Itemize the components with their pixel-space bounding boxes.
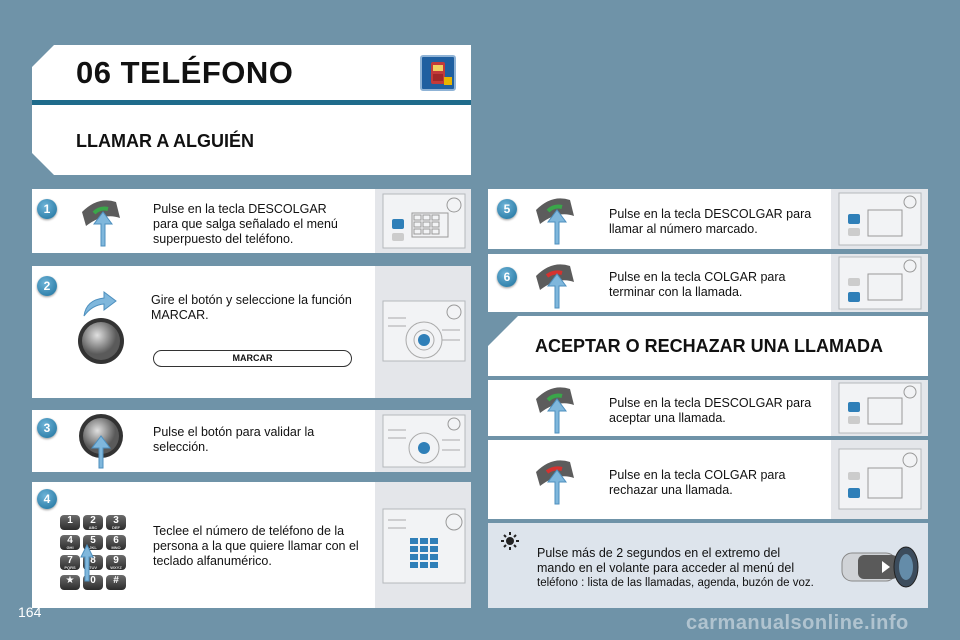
accept-reject-title: ACEPTAR O RECHAZAR UNA LLAMADA [535,336,883,356]
key-6: 6 MNO [106,535,126,550]
rotate-arrow-icon [80,290,120,318]
watermark: carmanualsonline.info [686,612,909,634]
reject-call-text: Pulse en la tecla COLGAR para rechazar una llamada. [609,468,786,497]
radio-hangup-thumbnail [838,256,922,310]
step-3-badge: 3 [37,418,57,438]
tip-line-3: teléfono : lista de las llamadas, agenda, buzón de voz. [537,577,814,589]
step-3-text: Pulse el botón para validar la selección. [153,425,315,454]
tip-panel [488,523,928,608]
accept-call-text: Pulse en la tecla DESCOLGAR para aceptar una llamada. [609,396,812,425]
tip-line-1: Pulse más de 2 segundos en el extremo del [537,546,781,560]
knob-press-icon [76,410,126,470]
key-hash: # [106,575,126,590]
key-8: 8 TUV [83,555,103,570]
step-4-text: Teclee el número de teléfono de la persona a la que quiere llamar con el teclado alfanumérico. [153,524,359,568]
answer-key-press-icon-2 [530,192,580,246]
sun-tip-icon [500,531,520,551]
key-2: 2 ABC [83,515,103,530]
radio-keypad-thumbnail [382,508,466,584]
step-5-text: Pulse en la tecla DESCOLGAR para llamar al número marcado. [609,207,812,236]
radio-knob-thumbnail [382,300,466,362]
page-number: 164 [18,604,42,620]
marcar-menu-pill: MARCAR [153,350,352,367]
step-1-text: Pulse en la tecla DESCOLGAR para que salga señalado el menú superpuesto del teléfono. [153,202,338,246]
steering-stalk-icon [838,533,922,601]
key-7: 7 PQRS [60,555,80,570]
hangup-key-press-icon [530,256,580,310]
keypad-icon [60,515,130,593]
radio-knob-press-thumbnail [382,414,466,468]
radio-reject-thumbnail [838,448,922,510]
step-4-badge: 4 [37,489,57,509]
tip-line-2: mando en el volante para acceder al menú del [537,561,795,575]
step-6-badge: 6 [497,267,517,287]
step-1-badge: 1 [37,199,57,219]
rotary-knob-icon [76,316,126,366]
step-5-badge: 5 [497,199,517,219]
key-4: 4 GHI [60,535,80,550]
radio-keypad-answer-thumbnail [382,193,466,249]
key-5: 5 JKL [83,535,103,550]
title-panel [32,45,471,100]
answer-key-press-icon [76,194,126,248]
keypad-press-arrow-icon [80,543,94,583]
radio-answer-thumbnail [838,192,922,246]
page-title: 06 TELÉFONO [76,55,294,90]
section-header-panel [32,105,471,175]
accept-reject-header [488,316,928,376]
radio-accept-thumbnail [838,382,922,434]
section-title: LLAMAR A ALGUIÉN [76,131,254,151]
key-star: ★ [60,575,80,590]
step-2-badge: 2 [37,276,57,296]
step-6-text: Pulse en la tecla COLGAR para terminar con la llamada. [609,270,786,299]
key-1: 1 [60,515,80,530]
key-3: 3 DEF [106,515,126,530]
answer-key-press-icon-3 [530,381,580,435]
step-2-text: Gire el botón y seleccione la función MARCAR. [151,293,352,322]
key-9: 9 WXYZ [106,555,126,570]
key-0: 0 [83,575,103,590]
hangup-key-press-icon-2 [530,452,580,506]
phone-chapter-icon [420,55,456,91]
